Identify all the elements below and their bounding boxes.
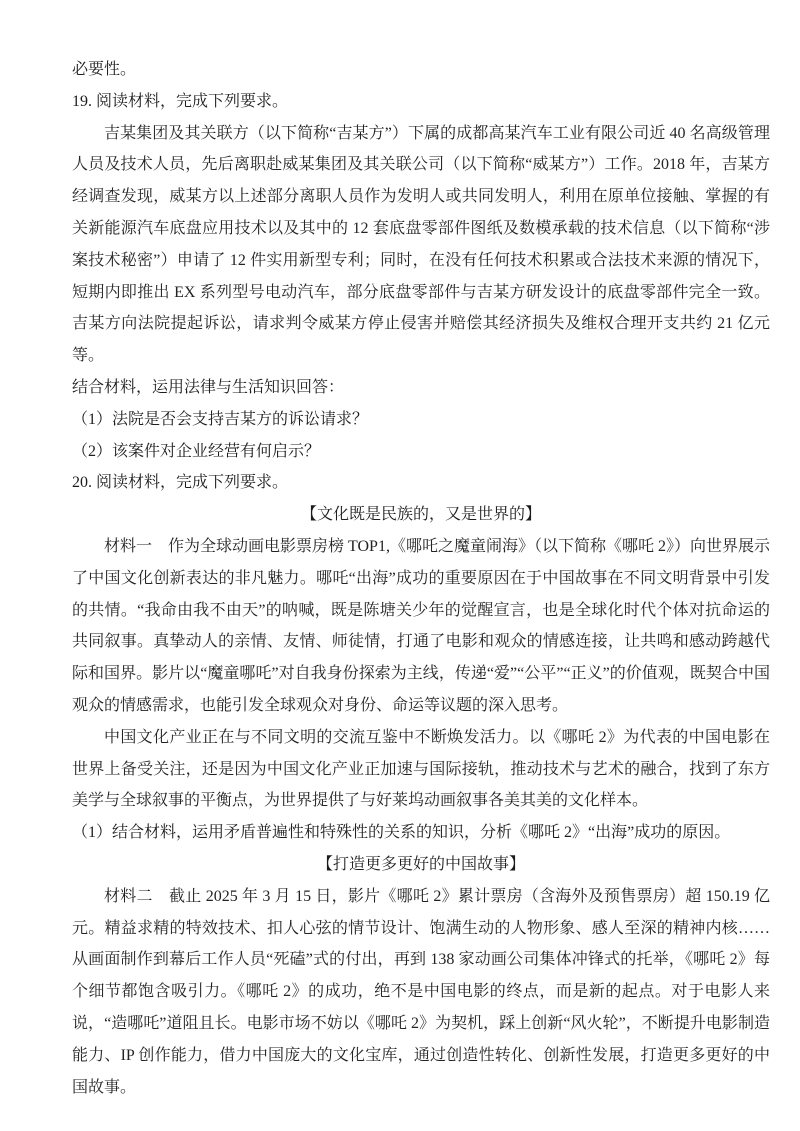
question-20-material-2-paragraph: 材料二 截止 2025 年 3 月 15 日，影片《哪吒 2》累计票房（含海外及预售票房）超 150.19 亿元。精益求精的特效技术、扣人心弦的情节设计、饱满生动的人物形象、感人至深的精神内核……从画面制作到幕后工作人员“死磕”式的付出，再到 138 家动画公司集体冲锋式的托举，《哪吒 2》每个细节都饱含吸引力。《哪吒 2》的成功，绝不是中国电影的终点，而是新的起点。对于电影人来说，“造哪吒”道阻且长。电影市场不妨以《哪吒 2》为契机，踩上创新“风火轮”，不断提升电影制造能力、IP 创作能力，借力中国庞大的文化宝库，通过创造性转化、创新性发展，打造更多更好的中国故事。 [72, 887, 770, 1096]
question-19-sub-question-1: （1）法院是否会支持吉某方的诉讼请求？ [72, 410, 369, 428]
question-20-sub-question-1: （1）结合材料，运用矛盾普遍性和特殊性的关系的知识，分析《哪吒 2》“出海”成功的原因。 [72, 824, 731, 842]
question-19-stem: 19. 阅读材料，完成下列要求。 [72, 92, 289, 110]
question-19-material: 吉某集团及其关联方（以下简称“吉某方”）下属的成都高某汽车工业有限公司近 40 名高级管理人员及技术人员，先后离职赴威某集团及其关联公司（以下简称“威某方”）工作。2018 年，吉某方经调查发现，威某方以上述部分离职人员作为发明人或共同发明人，利用在原单位接触、掌握的有关新能源汽车底盘应用技术以及其中的 12 套底盘零部件图纸及数模承载的技术信息（以下简称“涉案技术秘密”）申请了 12 件实用新型专利；同时，在没有任何技术积累或合法技术来源的情况下，短期内即推出 EX 系列型号电动汽车，部分底盘零部件与吉某方研发设计的底盘零部件完全一致。吉某方向法院提起诉讼，请求判令威某方停止侵害并赔偿其经济损失及维权合理开支共约 21 亿元等。 [72, 124, 770, 365]
question-20-material-1-paragraph-1: 材料一 作为全球动画电影票房榜 TOP1,《哪吒之魔童闹海》（以下简称《哪吒 2》）向世界展示了中国文化创新表达的非凡魅力。哪吒“出海”成功的重要原因在于中国故事在不同文明背景中引发的共情。“我命由我不由天”的呐喊，既是陈塘关少年的觉醒宣言，也是全球化时代个体对抗命运的共同叙事。真挚动人的亲情、友情、师徒情，打通了电影和观众的情感连接，让共鸣和感动跨越代际和国界。影片以“魔童哪吒”对自我身份探索为主线，传递“爱”“公平”“正义”的价值观，既契合中国观众的情感需求，也能引发全球观众对身份、命运等议题的深入思考。 [72, 537, 770, 714]
question-20-section-heading-2: 【打造更多更好的中国故事】 [316, 855, 525, 873]
question-20-section-heading-1: 【文化既是民族的，又是世界的】 [300, 506, 541, 524]
question-20-stem: 20. 阅读材料，完成下列要求。 [72, 474, 289, 492]
question-20-material-1-paragraph-2: 中国文化产业正在与不同文明的交流互鉴中不断焕发活力。以《哪吒 2》为代表的中国电影在世界上备受关注，还是因为中国文化产业正加速与国际接轨，推动技术与艺术的融合，找到了东方美学与全球叙事的平衡点，为世界提供了与好莱坞动画叙事各美其美的文化样本。 [72, 728, 770, 810]
question-19-lead-in: 结合材料，运用法律与生活知识回答： [72, 378, 345, 396]
question-19-sub-question-2: （2）该案件对企业经营有何启示？ [72, 442, 321, 460]
previous-answer-fragment: 必要性。 [72, 61, 137, 78]
